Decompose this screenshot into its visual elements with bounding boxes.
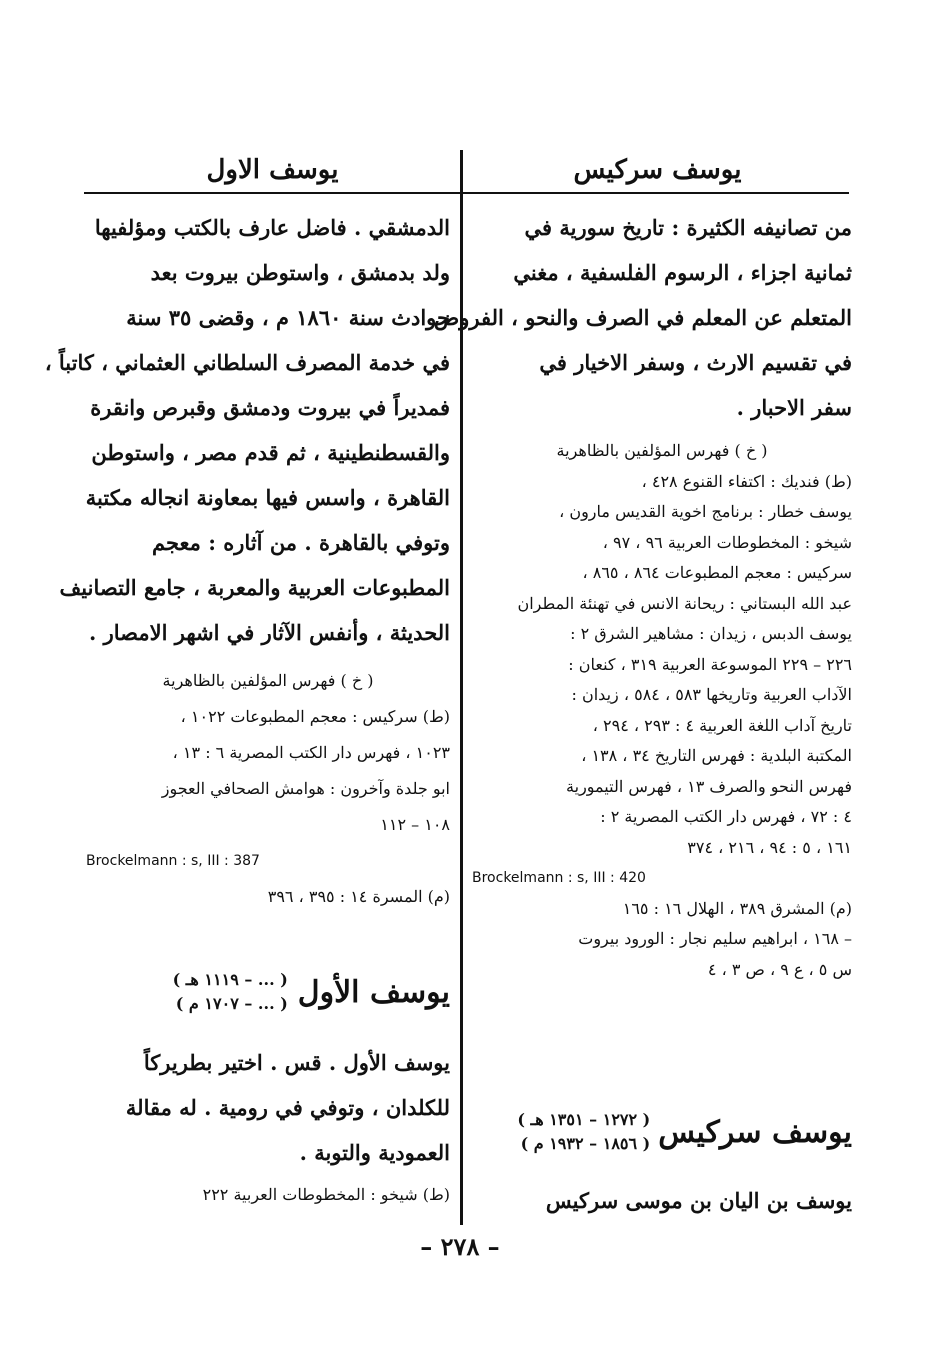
body-line: وتوفي بالقاهرة . من آثاره : معجم — [152, 530, 450, 555]
ref-line: ١٠٢٣ ، فهرس دار الكتب المصرية ٦ : ١٣ ، — [172, 743, 450, 762]
body-line: حوادث سنة ١٨٦٠ م ، وقضى ٣٥ سنة — [126, 305, 450, 330]
ref-line: (ط) فنديك : اكتفاء القنوع ٤٢٨ ، — [641, 471, 852, 491]
body-line: المطبوعات العربية والمعربة ، جامع التصانيف — [59, 575, 450, 600]
ref-line: ١٦١ ، ٥ : ٩٤ ، ٢١٦ ، ٣٧٤ — [687, 837, 852, 857]
brockelmann-ref: Brockelmann : s, III : 420 — [472, 870, 646, 886]
entry-dates-gregorian: ( ١٨٥٦ – ١٩٣٢ م ) — [520, 1134, 651, 1153]
ref-line: ٤ : ٧٢ ، فهرس دار الكتب المصرية ٢ : — [600, 807, 852, 826]
body-line: ثمانية اجزاء ، الرسوم الفلسفية ، مغني — [513, 260, 852, 285]
ref-line: (ط) سركيس : معجم المطبوعات ١٠٢٢ ، — [180, 707, 450, 726]
m-ref-line: س ٥ ، ع ٩ ، ص ٣ ، ٤ — [707, 959, 852, 979]
entry-name: يوسف سركيس — [658, 1114, 852, 1150]
left-column — [44, 205, 450, 915]
m-ref-line: – ١٦٨ ، ابراهيم سليم نجار : الورود بيروت — [578, 929, 852, 948]
ref-line: ابو جلدة وآخرون : هوامش الصحافي العجوز — [161, 779, 450, 798]
ref-line: عبد الله البستاني : ريحانة الانس في تهنئة المطران — [517, 593, 852, 613]
m-ref-line: (م) المسرة ١٤ : ٣٩٥ ، ٣٩٦ — [267, 887, 450, 906]
entry-body-line: العمودية والتوبة . — [299, 1140, 450, 1165]
brockelmann-ref: Brockelmann : s, III : 387 — [86, 853, 260, 869]
ref-line: يوسف خطار : برنامج اخوية القديس مارون ، — [559, 502, 852, 521]
ref-line: تاريخ آداب اللغة العربية ٤ : ٢٩٣ ، ٢٩٤ ، — [592, 715, 852, 735]
body-line: فمديراً في بيروت ودمشق وقبرص وانقرة — [90, 395, 450, 420]
ref-line: سركيس : معجم المطبوعات ٨٦٤ ، ٨٦٥ ، — [582, 563, 852, 582]
ref-line: الآداب العربية وتاريخها ٥٨٣ ، ٥٨٤ ، زيدان : — [571, 685, 852, 704]
entry-body-line: يوسف الأول . قس . اختير بطريركاً — [143, 1050, 450, 1075]
page-number: – ٢٧٨ – — [420, 1232, 500, 1261]
refs-heading: ( خ ) فهرس المؤلفين بالظاهرية — [556, 441, 768, 460]
body-line: القاهرة ، واسس فيها بمعاونة انجاله مكتبة — [85, 485, 450, 510]
body-line: الحديثة ، وأنفس الآثار في اشهر الامصار . — [89, 620, 450, 645]
entry-name: يوسف الأول — [297, 974, 450, 1010]
body-line: ولد بدمشق ، واستوطن بيروت بعد — [150, 260, 450, 285]
refs-heading: ( خ ) فهرس المؤلفين بالظاهرية — [162, 671, 374, 690]
body-line: الدمشقي . فاضل عارف بالكتب ومؤلفيها — [94, 215, 450, 240]
entry-body-line: للكلدان ، وتوفي في رومية . له مقالة — [125, 1095, 450, 1120]
entry-dates-gregorian: ( ... – ١٧٠٧ م ) — [175, 994, 288, 1013]
ref-line: فهرس النحو والصرف ١٣ ، فهرس التيمورية — [566, 776, 852, 796]
m-ref-line: (م) المشرق ٣٨٩ ، الهلال ١٦ : ١٦٥ — [622, 898, 852, 918]
ref-line: ٢٢٦ – ٢٢٩ الموسوعة العربية ٣١٩ ، كنعان : — [568, 654, 852, 674]
entry-body-left — [86, 1040, 450, 1215]
entry-first-line: يوسف بن اليان بن موسى سركيس — [545, 1188, 852, 1213]
ref-line: شيخو : المخطوطات العربية ٩٦ ، ٩٧ ، — [602, 532, 852, 552]
ref-line: ١٠٨ – ١١٢ — [380, 815, 450, 834]
entry-body-right — [472, 1178, 852, 1223]
running-header-right: يوسف سركيس — [573, 155, 742, 185]
entry-ref-line: (ط) شيخو : المخطوطات العربية ٢٢٢ — [202, 1185, 450, 1204]
ref-line: المكتبة البلدية : فهرس التاريخ ٣٤ ، ١٣٨ ، — [581, 746, 852, 765]
body-line: في خدمة المصرف السلطاني العثماني ، كاتباً ، — [44, 350, 450, 375]
running-header-left: يوسف الاول — [206, 155, 339, 185]
body-line: في تقسيم الارث ، وسفر الاخيار في — [539, 350, 852, 375]
header-rule — [84, 192, 849, 194]
ref-line: يوسف الدبس ، زيدان : مشاهير الشرق ٢ : — [570, 624, 852, 643]
entry-dates-hijri: ( ... – ١١١٩ هـ ) — [172, 970, 288, 989]
body-line: المتعلم عن المعلم في الصرف والنحو ، الفروض — [433, 305, 852, 330]
entry-dates-hijri: ( ١٢٧٢ – ١٣٥١ هـ ) — [517, 1110, 651, 1129]
body-line: والقسطنطينية ، ثم قدم مصر ، واستوطن — [91, 440, 450, 465]
body-line: من تصانيفه الكثيرة : تاريخ سورية في — [524, 215, 852, 240]
right-column — [433, 205, 852, 985]
entry-heading-right — [472, 1108, 852, 1156]
body-line: سفر الاحبار . — [736, 395, 852, 420]
entry-heading-left — [86, 968, 450, 1016]
